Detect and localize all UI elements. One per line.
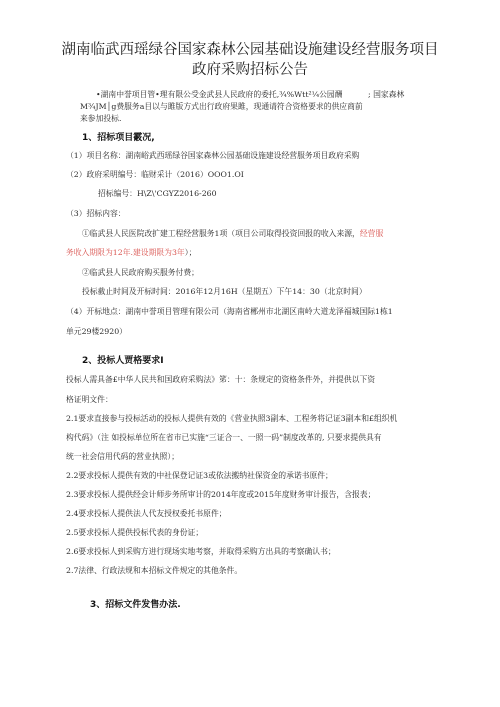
intro-line-1: •湖南中誉项目管•理有限公受金武县人民政府的委托,¾%Wtt²¼公园酬 bbox=[96, 90, 343, 99]
sec2-p3: 2.1要求直接参与投标活动的投标人提供有效的《营业执照3副本、工程务将记证3副本和£组织机 bbox=[66, 414, 398, 423]
sec1-item-4: （4）开标地点：湖南中誉项目管理有限公司（海南省郴州市北湖区南岭大道龙泽福城国际1栋1 bbox=[66, 307, 393, 316]
sec2-p4: 构代码》（注 如投标单位所在省市已实施“三证合一、一照一码”制度改革的, 只要求提供具有 bbox=[66, 433, 382, 442]
section-1-heading: 1、招标项目霰况, bbox=[82, 133, 155, 143]
title-line-1: 湖南临武西瑶绿谷国家森林公园基础设施建设经营服务项目 bbox=[61, 42, 439, 58]
sec2-p7: 2.3要求投标人提供经会计师步务所审计的2014年度或2015年度财务审计报告，含报表； bbox=[66, 490, 376, 499]
intro-line-1-right: ; 国家森林 bbox=[368, 90, 405, 99]
section-2-heading: 2、投标人贾格要求Ⅰ bbox=[82, 356, 164, 366]
sec1-item-3c: ②临武县人民政府购买服务付费； bbox=[82, 268, 199, 277]
intro-line-3: 来参加投标. bbox=[80, 114, 122, 123]
sec1-item-3: （3）招标内容： bbox=[66, 209, 126, 218]
sec1-item-3d: 投标截止时间及开标时间：2016年12月16H（星期五）下午14：30（北京时间） bbox=[82, 287, 367, 296]
sec2-p6: 2.2要求投标人提供有效的中社保登记证3或依法搬纳社保资金的承诺书原件； bbox=[66, 471, 333, 480]
sec1-item-2: （2）政府采明编号：临财采计（2016）OOO1.OI bbox=[66, 170, 244, 179]
sec1-item-2b: 招标编号：H\Z\'CGYZ2016-260 bbox=[98, 189, 217, 198]
intro-line-2: M¾JM│g费服务a目以与雎版方式出行政府果雎，现通请符合资格要求的供应商前 bbox=[80, 102, 363, 111]
sec2-p5: 统一社会信用代码的营业执照）； bbox=[66, 452, 180, 461]
section-3-heading: 3、招标文件发售办法. bbox=[90, 600, 181, 610]
sec2-p1: 投标人需具备£中华人民共和国政府采购法》笫：十：条规定的资格条件外，并提供以下资 bbox=[66, 375, 376, 384]
sec1-item-4b: 单元29楼2920） bbox=[66, 327, 127, 336]
sec2-p8: 2.4要求投标人提供法人代友授权委托书原件； bbox=[66, 509, 227, 518]
sec1-item-3a: ①临武县人民医院改扩建工程经营服务1项（项目公司取得投资回报的收入来源，经营服 bbox=[82, 229, 384, 238]
title-line-2: 政府采购招标公告 bbox=[192, 62, 308, 78]
sec2-p11: 2.7法律、行政法规和本招标文件规定的其他条件。 bbox=[66, 566, 243, 575]
sec2-p10: 2.6要求投标人到采购方进行现场实地考察，并取得采购方出具的考察确认书； bbox=[66, 547, 336, 556]
sec1-item-3b: 务收入期限为12年.建设期限为3年）； bbox=[66, 248, 197, 257]
sec2-p9: 2.5要求投标人提供投标代表的身份证； bbox=[66, 528, 204, 537]
sec1-item-1: （1）项目名称：湖南峪武西瑶绿谷国家森林公园基础设施建设经营服务项目政府采购 bbox=[66, 151, 360, 160]
sec2-p2: 格证明文件： bbox=[66, 395, 113, 404]
